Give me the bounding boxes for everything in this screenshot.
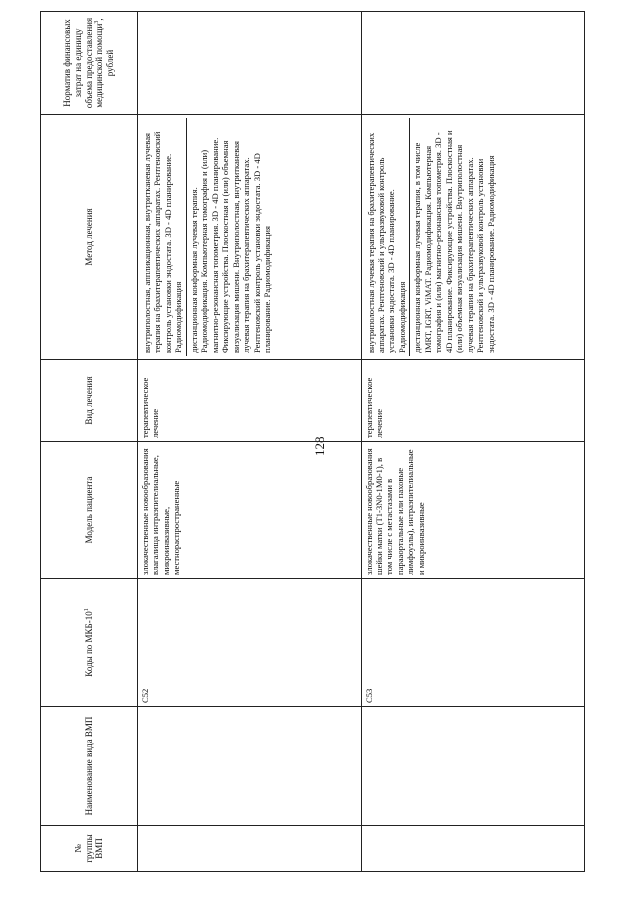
header-norm-footnote: 3 — [94, 20, 101, 24]
page-number: 128 — [312, 436, 327, 456]
cell-type: терапевтическое лечение — [138, 360, 362, 442]
cell-group — [138, 826, 362, 872]
header-code-text: Коды по МКБ-10 — [83, 611, 94, 677]
cell-name — [361, 707, 585, 826]
cell-norm — [361, 12, 585, 115]
header-code-footnote: 1 — [83, 608, 90, 612]
header-norm — [41, 12, 138, 115]
table-row — [361, 12, 585, 872]
cell-code: C52 — [138, 579, 362, 707]
header-model: Модель пациента — [41, 442, 138, 579]
method-entry: внутриполостная лучевая терапия на брахитерапевтических аппаратах. Рентгеновский и ультразвуковой контроль установки эндостата. 3D - 4D планирование. Радиомодификация — [365, 132, 407, 353]
cell-code: C53 — [361, 579, 585, 707]
cell-model: злокачественные новообразования шейки матки (T1-3N0-1M0-1), в том числе с метастазами в парааортальные или паховые лимфоузлы), интраэпителиальные и микроинвазивные — [361, 442, 585, 579]
cell-model: злокачественные новообразования влагалища интраэпителиальные, микроинвазивные, местнораспространенные — [138, 442, 362, 579]
header-name: Наименование вида ВМП — [41, 707, 138, 826]
cell-name — [138, 707, 362, 826]
header-code — [41, 579, 138, 707]
cell-norm — [138, 12, 362, 115]
cell-group — [361, 826, 585, 872]
header-norm-suffix: , рублей — [94, 18, 116, 77]
cell-type: терапевтическое лечение — [361, 360, 585, 442]
header-group: № группы ВМП — [41, 826, 138, 872]
table-header-row — [41, 12, 138, 872]
table-row — [138, 12, 362, 872]
cell-methods — [361, 115, 585, 360]
method-entry: дистанционная конформная лучевая терапия. Радиомодификация. Компьютерная томография и (или) магнитно-резонансная топометрия. 3D - 4D планирование. Фиксирующие устройства. Плоскостная и (или) объемная визуализация мишени. Внутриполостная, внутритканевая лучевая терапия на брахитерапевтических аппаратах. Рентгеновский контроль установки эндостата. 3D - 4D планирование. Радиомодификация — [186, 118, 275, 356]
method-entry: дистанционная конформная лучевая терапия, в том числе IMRT, IGRT, ViMAT. Радиомодификация. Компьютерная томография и (или) магнитно-резонансная топометрия. 3D - 4D планирование. Фиксирующие устройства. Плоскостная и (или) объемная визуализация мишени. Внутриполостная лучевая терапия на брахитерапевтических аппаратах. Рентгеновский и ультразвуковой контроль установки эндостата. 3D - 4D планирование. Радиомодификация — [409, 118, 498, 356]
cell-methods — [138, 115, 362, 360]
method-entry: внутриполостная, аппликационная, внутритканевая лучевая терапия на брахитерапевтических аппаратах. Рентгеновский контроль установки эндостата. 3D - 4D планирование. Радиомодификация — [142, 131, 184, 353]
header-type: Вид лечения — [41, 360, 138, 442]
rotated-table-sheet — [40, 12, 585, 872]
vmp-table — [40, 11, 585, 872]
header-method: Метод лечения — [41, 115, 138, 360]
header-norm-text: Норматив финансовых затрат на единицу объема предоставления медицинской помощи — [61, 17, 105, 109]
